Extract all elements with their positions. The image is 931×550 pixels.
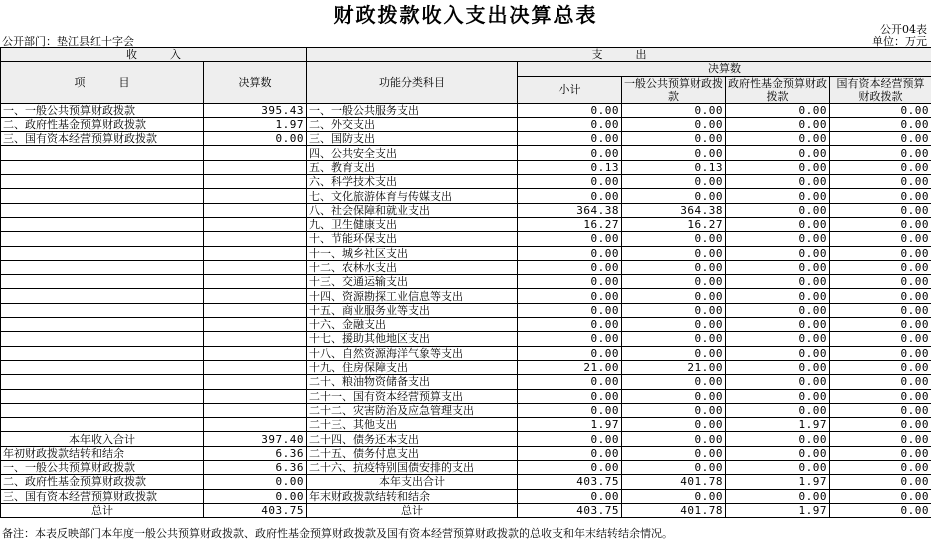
general-budget-cell: 0.00 (622, 260, 726, 274)
income-amount-cell (204, 175, 307, 189)
table-row (1, 260, 931, 274)
state-capital-cell: 0.00 (830, 332, 931, 346)
table-row (1, 318, 931, 332)
income-item-cell (1, 403, 204, 417)
income-item-cell: 一、一般公共预算财政拨款 (1, 461, 204, 475)
income-amount-cell: 395.43 (204, 103, 307, 117)
gov-fund-cell: 0.00 (726, 232, 830, 246)
subtotal-cell: 0.00 (518, 189, 622, 203)
income-item-cell (1, 360, 204, 374)
gov-fund-cell: 0.00 (726, 403, 830, 417)
expense-category-cell: 十、节能环保支出 (307, 232, 518, 246)
table-row (1, 146, 931, 160)
general-budget-cell: 401.78 (622, 503, 726, 517)
income-amount-cell (204, 303, 307, 317)
income-amount-cell (204, 203, 307, 217)
budget-table (0, 47, 931, 518)
state-capital-cell: 0.00 (830, 217, 931, 231)
table-row (1, 403, 931, 417)
expense-category-cell: 十八、自然资源海洋气象等支出 (307, 346, 518, 360)
gov-fund-cell: 0.00 (726, 146, 830, 160)
table-row (1, 160, 931, 174)
gov-fund-header: 政府性基金预算财政拨款 (726, 76, 830, 103)
subtotal-cell: 0.00 (518, 260, 622, 274)
subtotal-cell: 21.00 (518, 360, 622, 374)
table-row (1, 275, 931, 289)
subtotal-cell: 0.00 (518, 246, 622, 260)
expense-category-cell: 十九、住房保障支出 (307, 360, 518, 374)
income-item-cell: 总计 (1, 503, 204, 517)
subtotal-cell: 0.00 (518, 318, 622, 332)
state-capital-cell: 0.00 (830, 418, 931, 432)
gov-fund-cell: 0.00 (726, 489, 830, 503)
income-amount-cell (204, 232, 307, 246)
expense-category-cell: 二十五、债务付息支出 (307, 446, 518, 460)
income-amount-cell (204, 375, 307, 389)
state-capital-cell: 0.00 (830, 275, 931, 289)
table-row (1, 461, 931, 475)
expense-header: 支 出 (307, 48, 931, 62)
general-budget-cell: 16.27 (622, 217, 726, 231)
gov-fund-cell: 0.00 (726, 246, 830, 260)
general-budget-cell: 0.00 (622, 189, 726, 203)
gov-fund-cell: 0.00 (726, 260, 830, 274)
subtotal-cell: 403.75 (518, 503, 622, 517)
income-item-cell (1, 175, 204, 189)
gov-fund-cell: 0.00 (726, 189, 830, 203)
state-capital-cell: 0.00 (830, 246, 931, 260)
income-item-cell (1, 389, 204, 403)
income-amount-cell (204, 418, 307, 432)
state-capital-cell: 0.00 (830, 375, 931, 389)
general-budget-cell: 0.00 (622, 446, 726, 460)
expense-category-cell: 二十一、国有资本经营预算支出 (307, 389, 518, 403)
income-item-cell (1, 146, 204, 160)
income-amount-cell (204, 360, 307, 374)
expense-category-cell: 十二、农林水支出 (307, 260, 518, 274)
table-row (1, 217, 931, 231)
subtotal-cell: 0.00 (518, 289, 622, 303)
gov-fund-cell: 0.00 (726, 303, 830, 317)
subtotal-cell: 0.00 (518, 117, 622, 131)
general-budget-cell: 0.00 (622, 489, 726, 503)
department-label: 公开部门：垫江县红十字会 (2, 35, 134, 48)
income-amount-cell: 0.00 (204, 132, 307, 146)
general-budget-cell: 0.00 (622, 117, 726, 131)
expense-category-cell: 七、文化旅游体育与传媒支出 (307, 189, 518, 203)
subtotal-cell: 0.00 (518, 375, 622, 389)
state-capital-cell: 0.00 (830, 503, 931, 517)
gov-fund-cell: 1.97 (726, 475, 830, 489)
expense-category-cell: 十七、援助其他地区支出 (307, 332, 518, 346)
income-item-cell (1, 275, 204, 289)
unit-label: 单位：万元 (872, 35, 927, 48)
expense-category-cell: 四、公共安全支出 (307, 146, 518, 160)
income-item-cell (1, 260, 204, 274)
gov-fund-cell: 0.00 (726, 375, 830, 389)
subtotal-cell: 0.00 (518, 432, 622, 446)
income-item-cell (1, 232, 204, 246)
income-amount-cell: 0.00 (204, 475, 307, 489)
gov-fund-cell: 0.00 (726, 432, 830, 446)
state-capital-cell: 0.00 (830, 189, 931, 203)
general-budget-cell: 364.38 (622, 203, 726, 217)
income-amount-cell (204, 289, 307, 303)
income-amount-cell (204, 346, 307, 360)
income-item-cell (1, 375, 204, 389)
general-budget-cell: 0.00 (622, 375, 726, 389)
state-capital-cell: 0.00 (830, 175, 931, 189)
state-capital-cell: 0.00 (830, 475, 931, 489)
subtotal-cell: 0.00 (518, 346, 622, 360)
table-row (1, 303, 931, 317)
general-budget-header: 一般公共预算财政拨款 (622, 76, 726, 103)
state-capital-cell: 0.00 (830, 146, 931, 160)
table-row (1, 103, 931, 117)
expense-category-cell: 年末财政拨款结转和结余 (307, 489, 518, 503)
gov-fund-cell: 0.00 (726, 446, 830, 460)
table-row (1, 375, 931, 389)
general-budget-cell: 0.00 (622, 346, 726, 360)
state-capital-cell: 0.00 (830, 403, 931, 417)
subtotal-cell: 0.00 (518, 275, 622, 289)
table-row (1, 346, 931, 360)
table-row (1, 503, 931, 517)
general-budget-cell: 0.00 (622, 132, 726, 146)
general-budget-cell: 0.00 (622, 303, 726, 317)
income-item-cell (1, 203, 204, 217)
gov-fund-cell: 1.97 (726, 503, 830, 517)
table-row (1, 332, 931, 346)
subtotal-cell: 0.00 (518, 146, 622, 160)
subtotal-cell: 403.75 (518, 475, 622, 489)
state-capital-cell: 0.00 (830, 103, 931, 117)
general-budget-cell: 0.00 (622, 289, 726, 303)
income-amount-cell (204, 146, 307, 160)
gov-fund-cell: 0.00 (726, 132, 830, 146)
table-row (1, 175, 931, 189)
income-item-cell (1, 217, 204, 231)
table-row (1, 360, 931, 374)
expense-category-cell: 十六、金融支出 (307, 318, 518, 332)
state-capital-cell: 0.00 (830, 203, 931, 217)
income-amount-cell: 1.97 (204, 117, 307, 131)
income-amount-cell (204, 403, 307, 417)
income-amount-cell (204, 332, 307, 346)
expense-category-cell: 五、教育支出 (307, 160, 518, 174)
income-item-cell (1, 346, 204, 360)
gov-fund-cell: 0.00 (726, 389, 830, 403)
gov-fund-cell: 0.00 (726, 103, 830, 117)
gov-fund-cell: 0.00 (726, 160, 830, 174)
subtotal-cell: 0.00 (518, 403, 622, 417)
table-row (1, 432, 931, 446)
table-row (1, 489, 931, 503)
state-capital-cell: 0.00 (830, 303, 931, 317)
general-budget-cell: 0.00 (622, 232, 726, 246)
expense-category-cell: 六、科学技术支出 (307, 175, 518, 189)
final-amount-header: 决算数 (204, 62, 307, 103)
subtotal-cell: 364.38 (518, 203, 622, 217)
table-row (1, 475, 931, 489)
state-capital-cell: 0.00 (830, 360, 931, 374)
general-budget-cell: 0.00 (622, 461, 726, 475)
subtotal-cell: 0.00 (518, 103, 622, 117)
income-amount-cell (204, 189, 307, 203)
income-item-cell: 三、国有资本经营预算财政拨款 (1, 489, 204, 503)
general-budget-cell: 0.00 (622, 332, 726, 346)
state-capital-cell: 0.00 (830, 289, 931, 303)
table-row (1, 232, 931, 246)
state-capital-cell: 0.00 (830, 117, 931, 131)
general-budget-cell: 0.00 (622, 175, 726, 189)
gov-fund-cell: 0.00 (726, 346, 830, 360)
state-capital-cell: 0.00 (830, 489, 931, 503)
subtotal-cell: 0.00 (518, 489, 622, 503)
income-amount-cell (204, 318, 307, 332)
state-capital-header: 国有资本经营预算财政拨款 (830, 76, 931, 103)
income-amount-cell: 6.36 (204, 446, 307, 460)
state-capital-cell: 0.00 (830, 346, 931, 360)
table-row (1, 246, 931, 260)
income-amount-cell (204, 275, 307, 289)
expense-category-cell: 二十三、其他支出 (307, 418, 518, 432)
form-number: 公开04表 (880, 23, 927, 36)
income-item-cell: 二、政府性基金预算财政拨款 (1, 117, 204, 131)
expense-category-cell: 总计 (307, 503, 518, 517)
income-item-cell: 年初财政拨款结转和结余 (1, 446, 204, 460)
header-row-2 (1, 62, 931, 76)
expense-category-cell: 本年支出合计 (307, 475, 518, 489)
gov-fund-cell: 0.00 (726, 275, 830, 289)
table-row (1, 446, 931, 460)
income-amount-cell: 397.40 (204, 432, 307, 446)
general-budget-cell: 0.00 (622, 275, 726, 289)
expense-category-cell: 九、卫生健康支出 (307, 217, 518, 231)
income-amount-cell (204, 389, 307, 403)
income-item-cell (1, 332, 204, 346)
general-budget-cell: 0.00 (622, 246, 726, 260)
income-item-cell (1, 246, 204, 260)
income-item-cell (1, 160, 204, 174)
income-item-cell: 二、政府性基金预算财政拨款 (1, 475, 204, 489)
gov-fund-cell: 0.00 (726, 217, 830, 231)
state-capital-cell: 0.00 (830, 461, 931, 475)
table-row (1, 132, 931, 146)
state-capital-cell: 0.00 (830, 446, 931, 460)
subtotal-cell: 1.97 (518, 418, 622, 432)
income-item-cell (1, 418, 204, 432)
expense-category-cell: 二十六、抗疫特别国债安排的支出 (307, 461, 518, 475)
table-row (1, 418, 931, 432)
subtotal-cell: 0.00 (518, 389, 622, 403)
subtotal-cell: 16.27 (518, 217, 622, 231)
final-amount-group-header: 决算数 (518, 62, 931, 76)
general-budget-cell: 401.78 (622, 475, 726, 489)
subtotal-cell: 0.00 (518, 132, 622, 146)
general-budget-cell: 0.00 (622, 432, 726, 446)
expense-category-cell: 十三、交通运输支出 (307, 275, 518, 289)
state-capital-cell: 0.00 (830, 132, 931, 146)
table-row (1, 189, 931, 203)
table-row (1, 203, 931, 217)
income-item-cell (1, 303, 204, 317)
subtotal-cell: 0.00 (518, 232, 622, 246)
expense-category-cell: 十一、城乡社区支出 (307, 246, 518, 260)
income-amount-cell (204, 260, 307, 274)
income-amount-cell (204, 217, 307, 231)
report-title: 财政拨款收入支出决算总表 (333, 3, 598, 27)
subtotal-cell: 0.00 (518, 446, 622, 460)
general-budget-cell: 0.13 (622, 160, 726, 174)
gov-fund-cell: 1.97 (726, 418, 830, 432)
gov-fund-cell: 0.00 (726, 289, 830, 303)
gov-fund-cell: 0.00 (726, 203, 830, 217)
state-capital-cell: 0.00 (830, 260, 931, 274)
general-budget-cell: 0.00 (622, 146, 726, 160)
subtotal-cell: 0.00 (518, 461, 622, 475)
expense-category-cell: 二十二、灾害防治及应急管理支出 (307, 403, 518, 417)
expense-category-cell: 二、外交支出 (307, 117, 518, 131)
income-amount-cell: 0.00 (204, 489, 307, 503)
table-row (1, 289, 931, 303)
state-capital-cell: 0.00 (830, 318, 931, 332)
state-capital-cell: 0.00 (830, 232, 931, 246)
state-capital-cell: 0.00 (830, 160, 931, 174)
table-row (1, 389, 931, 403)
expense-category-cell: 八、社会保障和就业支出 (307, 203, 518, 217)
gov-fund-cell: 0.00 (726, 332, 830, 346)
state-capital-cell: 0.00 (830, 432, 931, 446)
income-amount-cell: 6.36 (204, 461, 307, 475)
general-budget-cell: 0.00 (622, 403, 726, 417)
general-budget-cell: 0.00 (622, 103, 726, 117)
expense-category-cell: 十五、商业服务业等支出 (307, 303, 518, 317)
table-row (1, 117, 931, 131)
income-item-cell (1, 289, 204, 303)
gov-fund-cell: 0.00 (726, 318, 830, 332)
income-item-cell: 三、国有资本经营预算财政拨款 (1, 132, 204, 146)
expense-category-cell: 二十、粮油物资储备支出 (307, 375, 518, 389)
income-amount-cell (204, 246, 307, 260)
subtotal-cell: 0.13 (518, 160, 622, 174)
general-budget-cell: 0.00 (622, 418, 726, 432)
general-budget-cell: 0.00 (622, 318, 726, 332)
income-amount-cell (204, 160, 307, 174)
general-budget-cell: 0.00 (622, 389, 726, 403)
expense-category-cell: 十四、资源勘探工业信息等支出 (307, 289, 518, 303)
item-header: 项 目 (1, 62, 204, 103)
header-row-1 (1, 48, 931, 62)
expense-category-cell: 三、国防支出 (307, 132, 518, 146)
state-capital-cell: 0.00 (830, 389, 931, 403)
subtotal-header: 小计 (518, 76, 622, 103)
func-category-header: 功能分类科目 (307, 62, 518, 103)
subtotal-cell: 0.00 (518, 175, 622, 189)
expense-category-cell: 一、一般公共服务支出 (307, 103, 518, 117)
gov-fund-cell: 0.00 (726, 360, 830, 374)
footnote: 备注：本表反映部门本年度一般公共预算财政拨款、政府性基金预算财政拨款及国有资本经营预算财政拨款的总收支和年末结转结余情况。 (2, 527, 673, 540)
general-budget-cell: 21.00 (622, 360, 726, 374)
gov-fund-cell: 0.00 (726, 175, 830, 189)
subtotal-cell: 0.00 (518, 332, 622, 346)
income-item-cell: 本年收入合计 (1, 432, 204, 446)
income-amount-cell: 403.75 (204, 503, 307, 517)
gov-fund-cell: 0.00 (726, 461, 830, 475)
income-item-cell (1, 318, 204, 332)
income-header: 收 入 (1, 48, 307, 62)
gov-fund-cell: 0.00 (726, 117, 830, 131)
expense-category-cell: 二十四、债务还本支出 (307, 432, 518, 446)
subtotal-cell: 0.00 (518, 303, 622, 317)
income-item-cell: 一、一般公共预算财政拨款 (1, 103, 204, 117)
income-item-cell (1, 189, 204, 203)
